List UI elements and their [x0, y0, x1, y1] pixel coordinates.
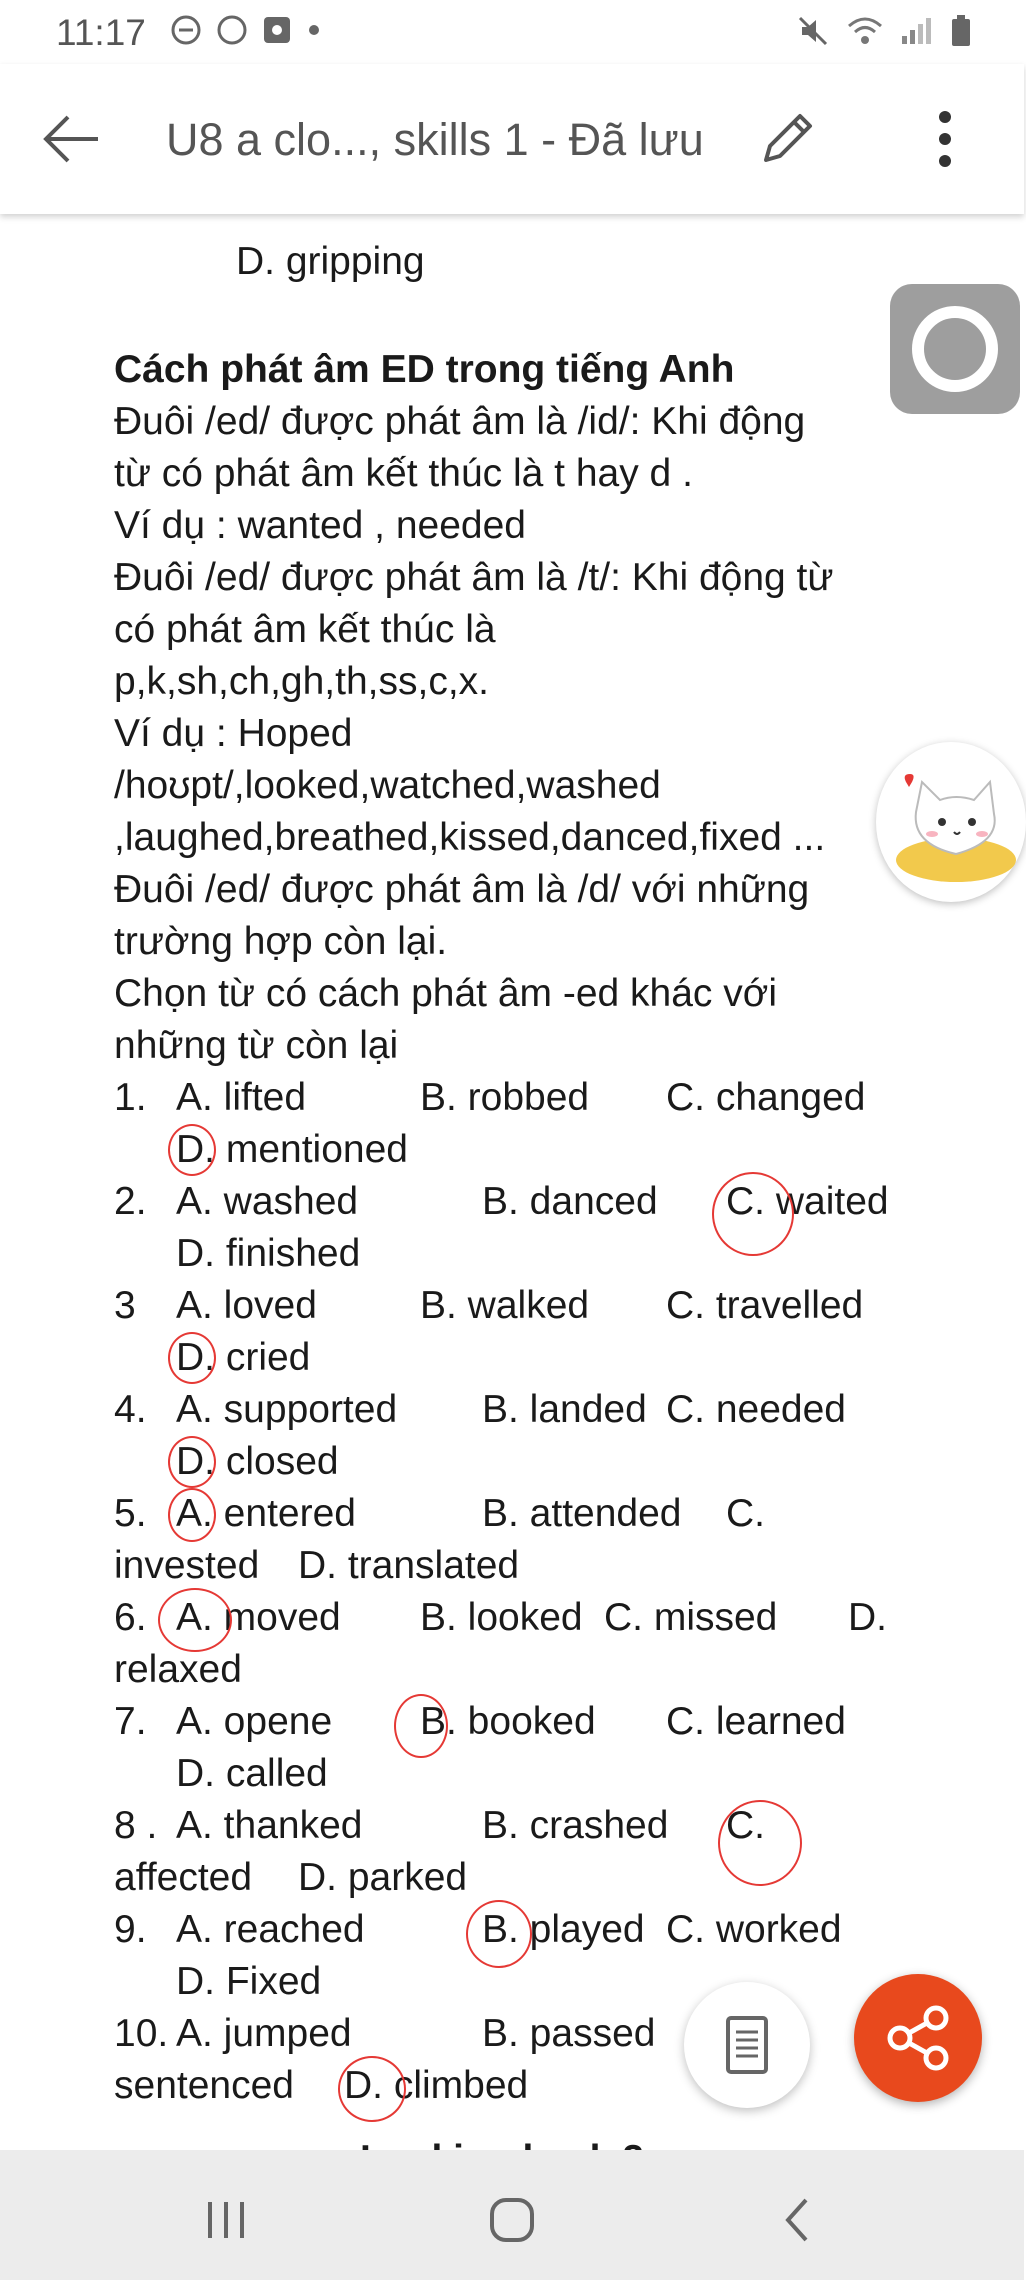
status-icons-right: [796, 14, 972, 48]
option-d-cont: relaxed: [114, 1648, 242, 1691]
wifi-icon: [846, 14, 884, 48]
question-number: 1.: [114, 1076, 147, 1119]
answer-circle: [712, 1172, 794, 1256]
text-line: Ví dụ : wanted , needed: [114, 504, 526, 547]
option-c: C. changed: [666, 1076, 866, 1119]
answer-circle: [158, 1588, 232, 1652]
option-b: B. landed: [482, 1388, 647, 1431]
option-d: D. called: [176, 1752, 328, 1795]
prev-option: D. gripping: [236, 240, 425, 283]
text-line: ,laughed,breathed,kissed,danced,fixed ...: [114, 816, 826, 859]
option-a: A. loved: [176, 1284, 317, 1327]
recent-apps-button[interactable]: [196, 2190, 256, 2250]
record-icon: [912, 306, 998, 392]
answer-circle: [168, 1124, 216, 1176]
option-c-cont: sentenced: [114, 2064, 294, 2107]
option-c: C. worked: [666, 1908, 842, 1951]
text-line: Chọn từ có cách phát âm -ed khác với: [114, 972, 777, 1015]
chat-head-bubble[interactable]: [876, 742, 1026, 902]
text-line: Đuôi /ed/ được phát âm là /t/: Khi động từ: [114, 556, 834, 599]
option-b: B. passed: [482, 2012, 656, 2055]
dot-icon: [306, 14, 322, 46]
answer-circle: [168, 1332, 216, 1384]
answer-circle: [466, 1900, 532, 1968]
option-a: A. moved: [176, 1596, 341, 1639]
option-d: D. translated: [298, 1544, 520, 1587]
question-number: 9.: [114, 1908, 147, 1951]
question-number: 6.: [114, 1596, 147, 1639]
option-d: D. parked: [298, 1856, 468, 1899]
document-icon: [684, 1982, 810, 2108]
option-a: A. thanked: [176, 1804, 363, 1847]
option-b: B. played: [482, 1908, 645, 1951]
mute-icon: [796, 14, 830, 48]
app-bar: [0, 64, 1024, 214]
option-d: D. finished: [176, 1232, 361, 1275]
option-d: D.: [848, 1596, 887, 1639]
answer-circle: [168, 1488, 216, 1542]
back-button[interactable]: [36, 104, 106, 174]
question-number: 8 .: [114, 1804, 158, 1847]
status-icons-left: [170, 14, 322, 46]
option-c: C. needed: [666, 1388, 846, 1431]
option-b: B. robbed: [420, 1076, 590, 1119]
battery-icon: [950, 14, 972, 48]
option-c: C. waited: [726, 1180, 889, 1223]
answer-circle: [718, 1800, 802, 1886]
option-d: D. climbed: [344, 2064, 529, 2107]
share-icon: [854, 1974, 982, 2102]
status-bar: [0, 0, 1024, 64]
option-c: C. missed: [604, 1596, 778, 1639]
option-d: D. Fixed: [176, 1960, 322, 2003]
answer-circle: [394, 1694, 448, 1758]
system-nav-bar: [0, 2150, 1024, 2280]
question-number: 10.: [114, 2012, 169, 2055]
option-c: C. learned: [666, 1700, 846, 1743]
text-line: những từ còn lại: [114, 1024, 399, 1067]
more-options-button[interactable]: [910, 104, 980, 174]
option-a: A. jumped: [176, 2012, 352, 2055]
section-heading: Cách phát âm ED trong tiếng Anh: [114, 348, 735, 391]
option-a: A. reached: [176, 1908, 365, 1951]
option-d: D. cried: [176, 1336, 311, 1379]
gallery-icon: [262, 14, 292, 46]
text-line: có phát âm kết thúc là: [114, 608, 496, 651]
text-line: Ví dụ : Hoped: [114, 712, 353, 755]
option-b: B. booked: [420, 1700, 596, 1743]
home-button[interactable]: [482, 2190, 542, 2250]
answer-circle: [168, 1436, 216, 1488]
reading-mode-button[interactable]: [684, 1982, 810, 2108]
option-a: A. lifted: [176, 1076, 307, 1119]
signal-icon: [900, 14, 934, 48]
status-time: 11:17: [56, 12, 146, 53]
option-c: C.: [726, 1492, 765, 1535]
back-nav-button[interactable]: [768, 2190, 828, 2250]
dnd-icon: [170, 14, 202, 46]
edit-button[interactable]: [752, 104, 822, 174]
text-line: từ có phát âm kết thúc là t hay d .: [114, 452, 693, 495]
question-number: 3: [114, 1284, 136, 1327]
text-line: /hoʊpt/,looked,watched,washed: [114, 764, 661, 807]
text-line: Đuôi /ed/ được phát âm là /id/: Khi động: [114, 400, 806, 443]
question-number: 4.: [114, 1388, 147, 1431]
document-view[interactable]: [0, 200, 1024, 2154]
option-d: D. closed: [176, 1440, 339, 1483]
option-a: A. opene: [176, 1700, 333, 1743]
option-b: B. looked: [420, 1596, 583, 1639]
text-line: p,k,sh,ch,gh,th,ss,c,x.: [114, 660, 489, 703]
option-c: C. travelled: [666, 1284, 864, 1327]
circle-icon: [216, 14, 248, 46]
document-title: U8 a clo..., skills 1 - Đã lưu: [166, 114, 704, 165]
option-b: B. crashed: [482, 1804, 669, 1847]
option-a: A. washed: [176, 1180, 359, 1223]
text-line: Đuôi /ed/ được phát âm là /d/ với những: [114, 868, 810, 911]
share-button[interactable]: [854, 1974, 982, 2102]
option-c-cont: affected: [114, 1856, 253, 1899]
option-c: C.: [726, 1804, 765, 1847]
option-c-cont: invested: [114, 1544, 260, 1587]
question-number: 2.: [114, 1180, 147, 1223]
cat-sticker-icon: [876, 742, 1026, 902]
screen-recorder-button[interactable]: [890, 284, 1020, 414]
question-number: 5.: [114, 1492, 147, 1535]
option-b: B. attended: [482, 1492, 682, 1535]
option-d: D. mentioned: [176, 1128, 408, 1171]
option-b: B. danced: [482, 1180, 658, 1223]
question-number: 7.: [114, 1700, 147, 1743]
answer-circle: [338, 2056, 406, 2122]
option-b: B. walked: [420, 1284, 590, 1327]
option-a: A. entered: [176, 1492, 356, 1535]
text-line: trường hợp còn lại.: [114, 920, 448, 963]
option-a: A. supported: [176, 1388, 398, 1431]
